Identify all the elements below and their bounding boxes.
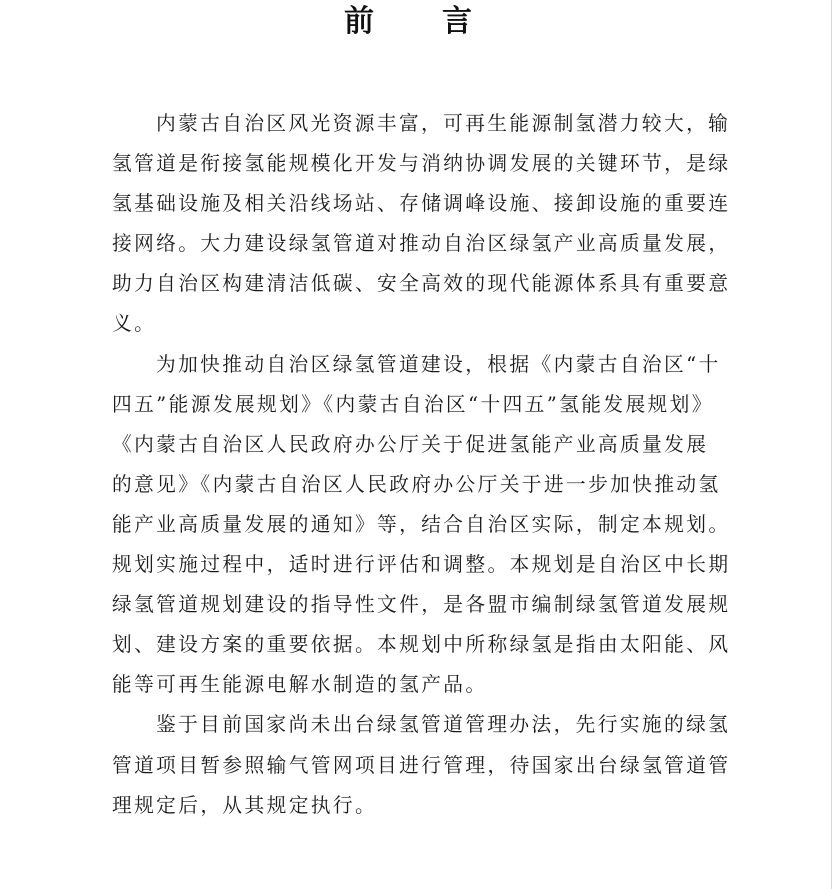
text-line: 为加快推动自治区绿氢管道建设，根据《内蒙古自治区“十: [156, 352, 721, 376]
paragraph-3: [112, 705, 732, 825]
text-line: 氢管道是衔接氢能规模化开发与消纳协调发展的关键环节，是绿: [112, 152, 731, 176]
text-line: 义。: [112, 312, 157, 336]
text-line: 理规定后，从其规定执行。: [112, 793, 378, 817]
text-line: 划、建设方案的重要依据。本规划中所称绿氢是指由太阳能、风: [112, 633, 731, 657]
page-edge-rule: [831, 0, 832, 889]
text-line: 规划实施过程中，适时进行评估和调整。本规划是自治区中长期: [112, 553, 731, 577]
text-line: 能产业高质量发展的通知》等，结合自治区实际，制定本规划。: [112, 512, 731, 536]
text-line: 内蒙古自治区风光资源丰富，可再生能源制氢潜力较大，输: [156, 112, 731, 135]
text-line: 能等可再生能源电解水制造的氢产品。: [112, 673, 488, 697]
text-line: 鉴于目前国家尚未出台绿氢管道管理办法，先行实施的绿氢: [156, 713, 731, 737]
paragraph-2: [112, 345, 732, 706]
page-title: 前言: [344, 4, 540, 39]
text-line: 四五”能源发展规划》《内蒙古自治区“十四五”氢能发展规划》: [112, 392, 714, 416]
text-line: 管道项目暂参照输气管网项目进行管理，待国家出台绿氢管道管: [112, 753, 731, 777]
text-line: 的意见》《内蒙古自治区人民政府办公厅关于进一步加快推动氢: [112, 472, 721, 496]
text-line: 氢基础设施及相关沿线场站、存储调峰设施、接卸设施的重要连: [112, 192, 731, 216]
document-body: [112, 104, 732, 826]
text-line: 《内蒙古自治区人民政府办公厅关于促进氢能产业高质量发展: [112, 432, 709, 456]
text-line: 接网络。大力建设绿氢管道对推动自治区绿氢产业高质量发展，: [112, 232, 731, 256]
text-line: 绿氢管道规划建设的指导性文件，是各盟市编制绿氢管道发展规: [112, 593, 731, 617]
paragraph-1: [112, 104, 732, 345]
text-line: 助力自治区构建清洁低碳、安全高效的现代能源体系具有重要意: [112, 272, 731, 296]
